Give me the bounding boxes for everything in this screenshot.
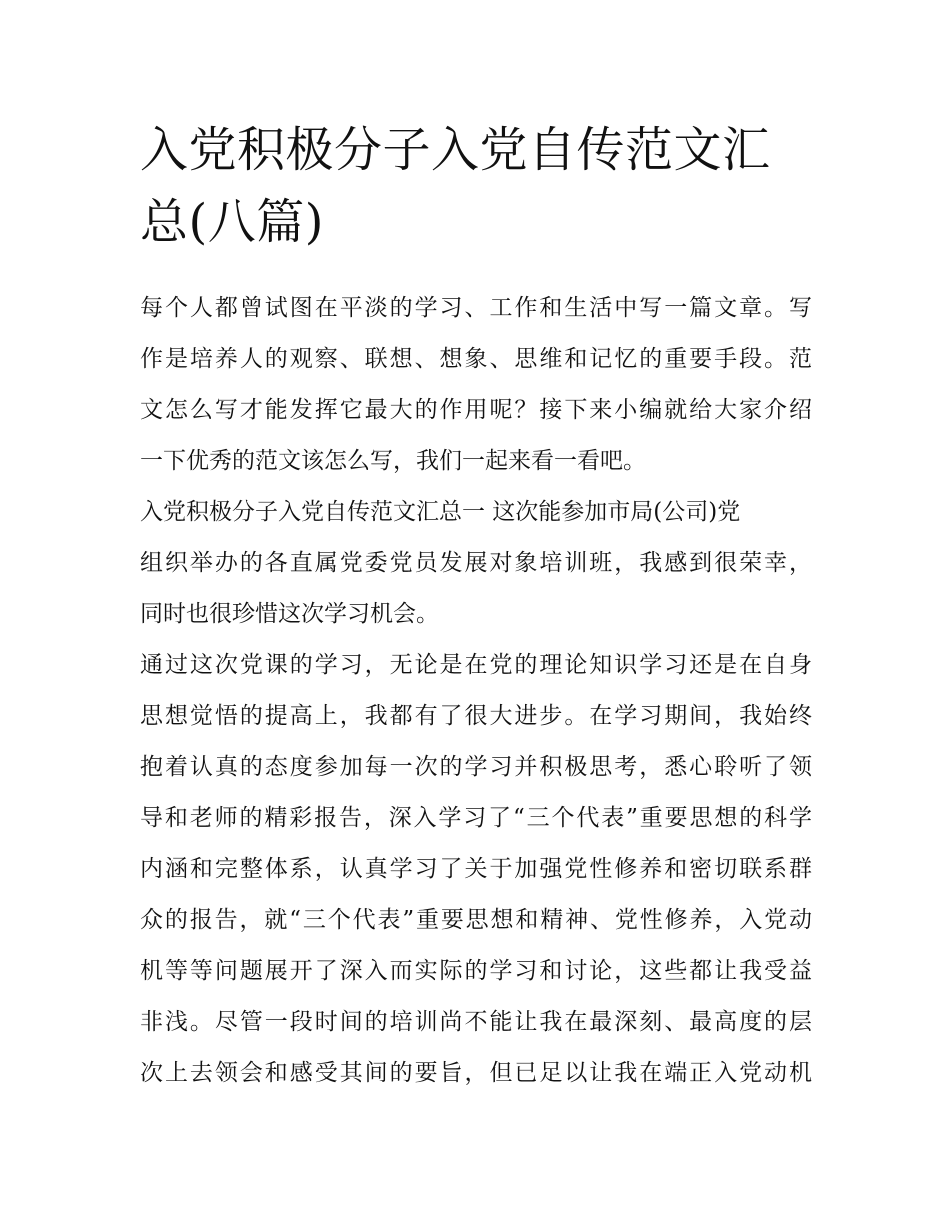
document-body [140,283,812,1099]
text-line: 同时也很珍惜这次学习机会。 [140,601,439,627]
title-line: 总(八篇) [140,194,324,250]
text-line: 内涵和完整体系，认真学习了关于加强党性修养和密切联系群 [140,856,812,882]
text-line: 入党积极分子入党自传范文汇总一 这次能参加市局(公司)党 [140,499,741,525]
text-line: 每个人都曾试图在平淡的学习、工作和生活中写一篇文章。写 [140,295,812,321]
text-line: 组织举办的各直属党委党员发展对象培训班，我感到很荣幸， [140,550,812,576]
text-line: 抱着认真的态度参加每一次的学习并积极思考，悉心聆听了领 [140,754,812,780]
document-title [140,114,812,258]
text-line: 次上去领会和感受其间的要旨，但已足以让我在端正入党动机 [140,1060,812,1086]
text-line: 一下优秀的范文该怎么写，我们一起来看一看吧。 [140,448,646,474]
text-line: 非浅。尽管一段时间的培训尚不能让我在最深刻、最高度的层 [140,1009,812,1035]
title-line: 入党积极分子入党自传范文汇 [140,122,771,178]
paragraph [140,487,812,640]
text-line: 导和老师的精彩报告，深入学习了“三个代表”重要思想的科学 [140,805,812,831]
text-line: 机等等问题展开了深入而实际的学习和讨论，这些都让我受益 [140,958,812,984]
paragraph [140,283,812,487]
text-line: 通过这次党课的学习，无论是在党的理论知识学习还是在自身 [140,652,812,678]
document-content [140,114,812,1099]
paragraph [140,640,812,1099]
text-line: 思想觉悟的提高上，我都有了很大进步。在学习期间，我始终 [140,703,812,729]
text-line: 文怎么写才能发挥它最大的作用呢？接下来小编就给大家介绍 [140,397,812,423]
text-line: 众的报告，就“三个代表”重要思想和精神、党性修养，入党动 [140,907,812,933]
text-line: 作是培养人的观察、联想、想象、思维和记忆的重要手段。范 [140,346,812,372]
